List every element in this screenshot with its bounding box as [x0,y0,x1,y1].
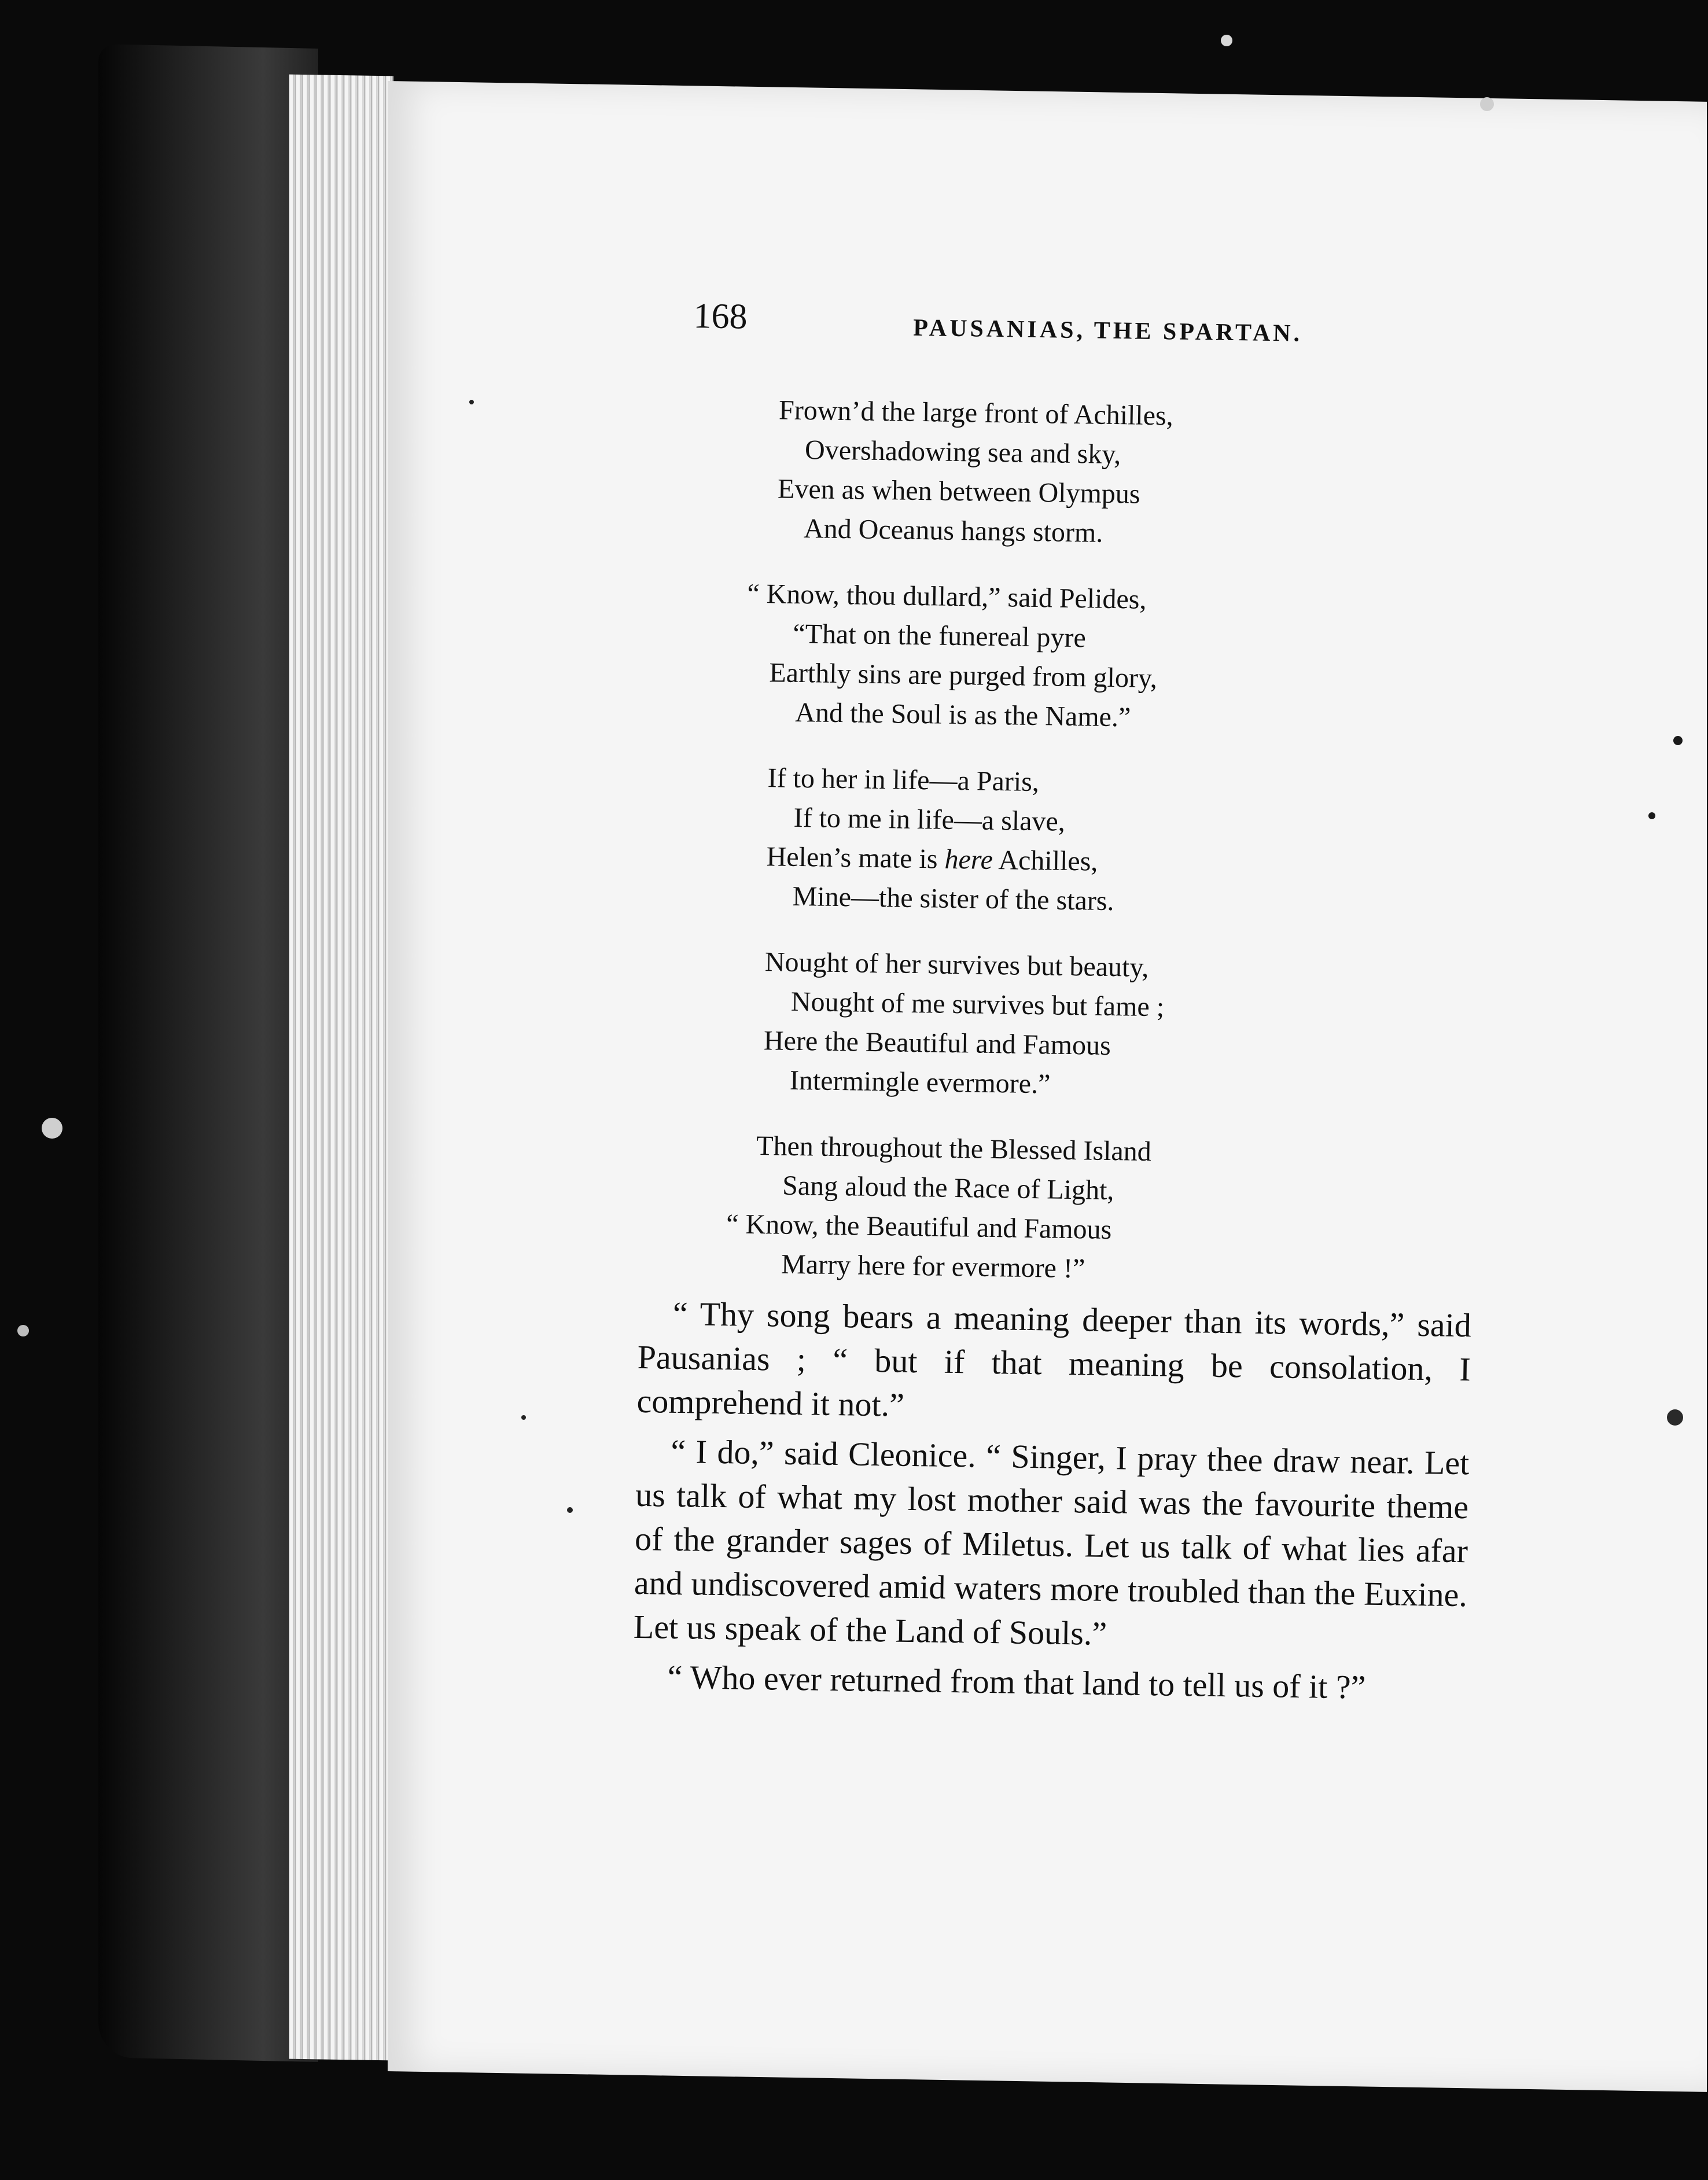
poem-line: Marry here for evermore !” [781,1249,1085,1284]
poem-line: Even as when between Olympus [777,473,1140,510]
poem-line: Intermingle evermore.” [789,1065,1051,1100]
poem-line: Helen’s mate is here Achilles, [766,841,1098,877]
poem-line: “That on the funereal pyre [793,618,1087,654]
paragraph: “ I do,” said Cleonice. “ Singer, I pray thee draw near. Let us talk of what my lost mother said was the favourite theme of the grander sages of Miletus. Let us talk of what lies afar and undiscovered amid waters more troubled than the Euxine. Let us speak of the Land of Souls.” [633,1432,1470,1653]
poem-line: “ Know, the Beautiful and Famous [726,1209,1112,1246]
running-head [693,296,1319,351]
paragraph: “ Thy song bears a meaning deeper than its words,” said Pausanias ; “ but if that meaning be consolation, I comprehend it not.” [636,1294,1472,1424]
poem-line: Overshadowing sea and sky, [804,434,1121,470]
poem-line: If to her in life—a Paris, [767,763,1040,798]
poem-line: “ Know, thou dullard,” said Pelides, [747,578,1147,615]
stanza [726,1126,1347,1292]
stanza [745,575,1355,741]
poem [726,391,1357,1319]
poem-line: And Oceanus hangs storm. [803,513,1103,548]
poem-line: Mine—the sister of the stars. [792,881,1114,917]
paragraph: “ Who ever returned from that land to tell us of it ?” [667,1658,1366,1706]
stanza [765,758,1352,925]
stanza [763,942,1349,1109]
poem-line: Earthly sins are purged from glory, [769,657,1158,694]
emphasis: here [944,844,993,875]
poem-line: Then throughout the Blessed Island [756,1130,1152,1168]
poem-line: If to me in life—a slave, [793,802,1066,837]
running-title: PAUSANIAS, THE SPARTAN. [912,314,1303,347]
stanza [777,391,1358,557]
poem-line: Sang aloud the Race of Light, [782,1170,1114,1206]
poem-line: Here the Beautiful and Famous [763,1025,1111,1061]
poem-line: Nought of me survives but fame ; [790,986,1165,1023]
page-number: 168 [693,296,748,337]
poem-line: Nought of her survives but beauty, [764,947,1149,983]
prose-body [632,1291,1471,1717]
poem-line: And the Soul is as the Name.” [795,697,1131,733]
poem-line: Frown’d the large front of Achilles, [778,395,1174,432]
